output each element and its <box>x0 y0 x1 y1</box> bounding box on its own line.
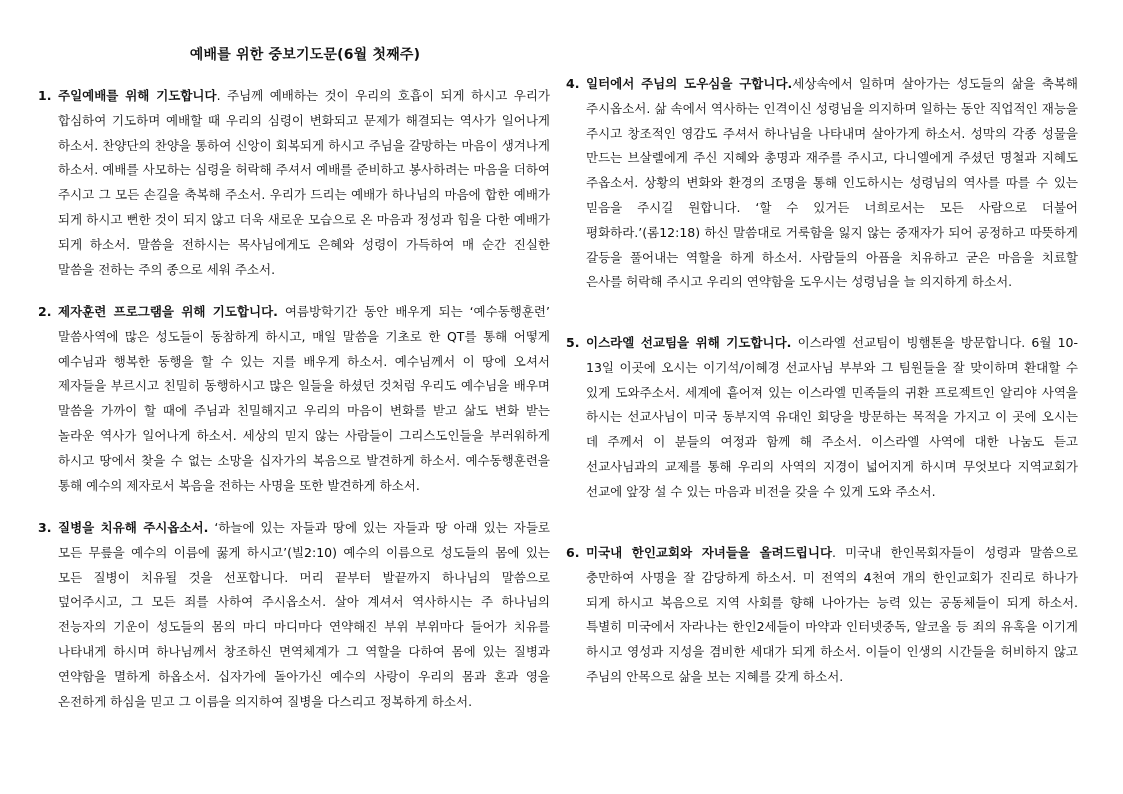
prayer-body: 이스라엘 선교팀이 빙햄톤을 방문합니다. 6월 10-13일 이곳에 오시는 이기석/이혜경 선교사님 부부와 그 팀원들을 잘 맞이하며 환대할 수 있게 도와주소서. 세계에 흩어져 있는 이스라엘 민족들의 귀환 프로젝트인 알리야 사역을 하시는 선교사님이 미국 동부지역 유대인 회당을 방문하는 목적을 가지고 이 곳에 오시는 데 주께서 이 분들의 여정과 함께 해 주소서. 이스라엘 사역에 대한 나눔도 듣고 선교사님과의 교제를 통해 우리의 사역의 지경이 넓어지게 하시며 무엇보다 지역교회가 선교에 앞장 설 수 있는 마음과 비전을 갖을 수 있게 도와 주소서. <box>586 335 1078 499</box>
page-title: 예배를 위한 중보기도문(6월 첫째주) <box>189 47 421 63</box>
prayer-item-1 <box>38 84 550 282</box>
prayer-number: 5. <box>566 335 580 350</box>
prayer-item-4 <box>566 72 1078 295</box>
prayer-item-2 <box>38 300 550 498</box>
prayer-paragraph <box>38 300 550 498</box>
prayer-heading: 일터에서 주님의 도우심을 구합니다. <box>586 76 793 91</box>
prayer-number: 1. <box>38 88 52 103</box>
prayer-body: . 미국내 한인목회자들이 성령과 말씀으로 충만하여 사명을 잘 감당하게 하소서. 미 전역의 4천여 개의 한인교회가 진리로 하나가 되게 하시고 복음으로 지역 사회를 향해 나아가는 능력 있는 공동체들이 되게 하소서. 특별히 미국에서 자라나는 한인2세들이 마약과 인터넷중독, 알코올 등 죄의 유혹을 이기게 하시고 영성과 지성을 겸비한 세대가 되게 하소서. 이들이 인생의 시간들을 허비하지 않고 주님의 안목으로 삶을 보는 지혜를 갖게 하소서. <box>586 545 1078 684</box>
prayer-body: 여름방학기간 동안 배우게 되는 ‘예수동행훈련’ 말씀사역에 많은 성도들이 동참하게 하시고, 매일 말씀을 기초로 한 QT를 통해 어떻게 예수님과 행복한 동행을 할 수 있는 지를 배우게 하소서. 예수님께서 이 땅에 오셔서 제자들을 부르시고 친밀히 동행하시고 많은 일들을 하셨던 것처럼 우리도 예수님을 배우며 말씀을 가까이 할 때에 주님과 친밀해지고 우리의 마음이 변화를 받고 삶도 변화 받는 놀라운 역사가 일어나게 하소서. 세상의 믿지 않는 사람들이 그리스도인들을 부러워하게 하시고 땅에서 찾을 수 없는 소망을 십자가의 복음으로 발견하게 하소서. 예수동행훈련을 통해 예수의 제자로서 복음을 전하는 사명을 또한 발견하게 하소서. <box>58 304 550 493</box>
prayer-item-5 <box>566 331 1078 505</box>
prayer-heading: 제자훈련 프로그램을 위해 기도합니다. <box>58 304 278 319</box>
prayer-body: 세상속에서 일하며 살아가는 성도들의 삶을 축복해 주시옵소서. 삶 속에서 역사하는 인격이신 성령님을 의지하며 일하는 동안 직업적인 재능을 주시고 창조적인 영감도 주셔서 하나님을 나타내며 살아가게 하소서. 성막의 각종 성물을 만드는 브살렐에게 주신 지혜와 총명과 재주를 주시고, 다니엘에게 주셨던 명철과 지혜도 주옵소서. 상황의 변화와 환경의 조명을 통해 인도하시는 성령님의 역사를 따를 수 있는 믿음을 주시길 원합니다. ‘할 수 있거든 너희로서는 모든 사람으로 더불어 평화하라.’(롬12:18) 하신 말씀대로 거룩함을 잃지 않는 중재자가 되어 공정하고 따뜻하게 갈등을 풀어내는 역할을 하게 하소서. 사람들의 아픔을 치유하고 굳은 마음을 치료할 은사를 허락해 주시고 우리의 연약함을 도우시는 성령님을 늘 의지하게 하소서. <box>586 76 1078 290</box>
prayer-paragraph <box>566 541 1078 690</box>
prayer-item-6 <box>566 541 1078 690</box>
prayer-paragraph <box>566 72 1078 295</box>
prayer-body: ‘하늘에 있는 자들과 땅에 있는 자들과 땅 아래 있는 자들로 모든 무릎을 예수의 이름에 꿇게 하시고’(빌2:10) 예수의 이름으로 성도들의 몸에 있는 모든 질병이 치유될 것을 선포합니다. 머리 끝부터 발끝까지 하나님의 말씀으로 덮어주시고, 그 모든 죄를 사하여 주시옵소서. 살아 계셔서 역사하시는 주 하나님의 전능자의 기운이 성도들의 몸의 마디 마디마다 연약해진 부위 부위마다 들어가 치유를 나타내게 하시며 하나님께서 창조하신 면역체계가 그 역할을 다하여 몸에 있는 질병과 연약함을 멸하게 하옵소서. 십자가에 돌아가신 예수의 사랑이 우리의 몸과 혼과 영을 온전하게 하심을 믿고 그 이름을 의지하여 질병을 다스리고 정복하게 하소서. <box>58 520 550 709</box>
prayer-paragraph <box>38 516 550 714</box>
prayer-heading: 질병을 치유해 주시옵소서. <box>58 520 209 535</box>
prayer-paragraph <box>566 331 1078 505</box>
prayer-number: 6. <box>566 545 580 560</box>
prayer-heading: 미국내 한인교회와 자녀들을 올려드립니다 <box>586 545 833 560</box>
prayer-number: 3. <box>38 520 52 535</box>
prayer-body: . 주님께 예배하는 것이 우리의 호흡이 되게 하시고 우리가 합심하여 기도하며 예배할 때 우리의 심령이 변화되고 문제가 해결되는 역사가 일어나게 하소서. 찬양단의 찬양을 통하여 신앙이 회복되게 하시고 주님을 갈망하는 마음이 생겨나게 하소서. 예배를 사모하는 심령을 허락해 주셔서 예배를 준비하고 봉사하려는 마음을 더하여 주시고 그 모든 손길을 축복해 주소서. 우리가 드리는 예배가 하나님의 마음에 합한 예배가 되게 하시고 뻔한 것이 되지 않고 더욱 새로운 모습으로 온 마음과 정성과 힘을 다한 예배가 되게 하소서. 말씀을 전하시는 목사님에게도 은혜와 성령이 가득하여 매 순간 진실한 말씀을 전하는 주의 종으로 세워 주소서. <box>58 88 550 277</box>
prayer-heading: 주일예배를 위해 기도합니다 <box>58 88 217 103</box>
prayer-item-3 <box>38 516 550 714</box>
prayer-number: 2. <box>38 304 52 319</box>
prayer-heading: 이스라엘 선교팀을 위해 기도합니다. <box>586 335 792 350</box>
prayer-number: 4. <box>566 76 580 91</box>
prayer-paragraph <box>38 84 550 282</box>
